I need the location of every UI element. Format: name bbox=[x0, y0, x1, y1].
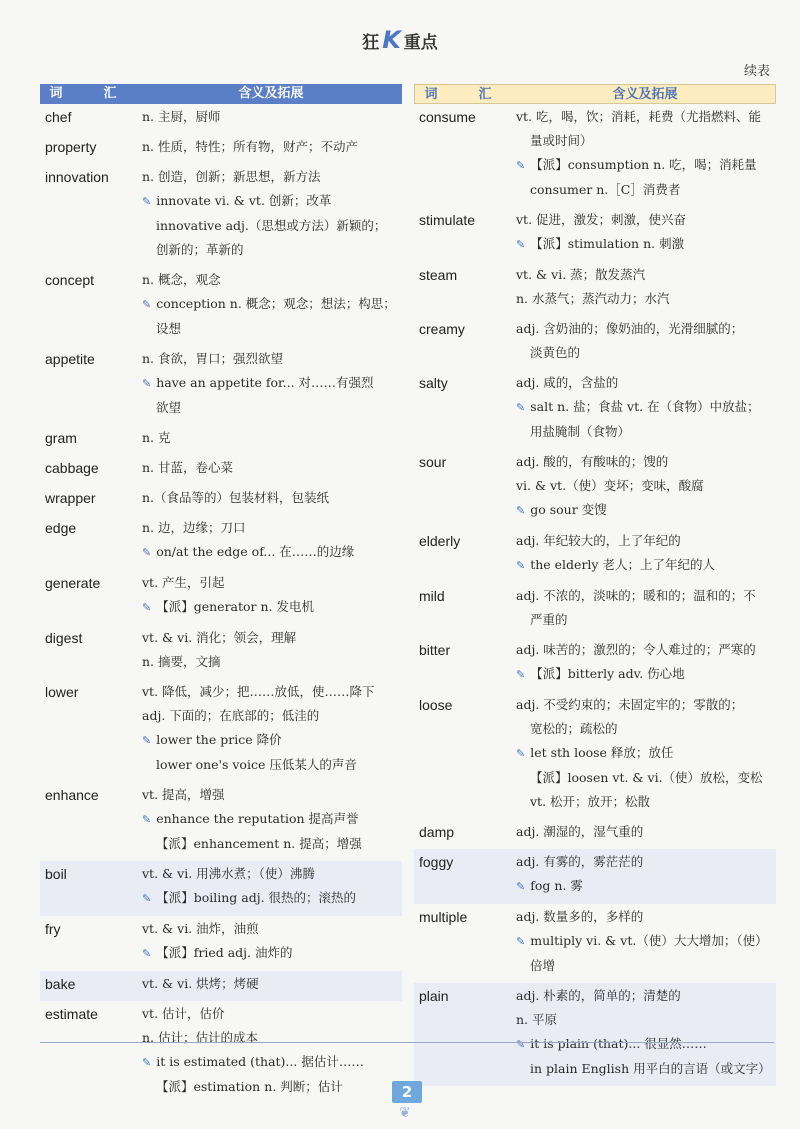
page-number: 2 bbox=[392, 1081, 422, 1103]
vocab-definitions bbox=[142, 626, 402, 674]
vocab-entry bbox=[414, 370, 776, 449]
definition-line: n. 估计；估计的成本 bbox=[142, 1030, 258, 1045]
vocab-definitions bbox=[142, 516, 402, 565]
vocab-definitions bbox=[516, 820, 776, 844]
definition-line: adj. 含奶油的；像奶油的，光滑细腻的； bbox=[516, 321, 744, 336]
vocab-word: lower bbox=[45, 684, 79, 700]
vocab-entry bbox=[40, 861, 402, 916]
extension-line: ✎ lower the price 降价 bbox=[142, 728, 402, 753]
vocab-entry bbox=[40, 455, 402, 485]
definition-line: vi. & vt.（使）变坏；变味，酸腐 bbox=[516, 478, 704, 493]
vocab-entry bbox=[414, 207, 776, 262]
definition-line: 【派】loosen vt. & vi.（使）放松，变松 bbox=[530, 770, 763, 785]
definition-line: 量或时间） bbox=[530, 133, 593, 148]
vocab-entry bbox=[414, 104, 776, 207]
vocab-word: wrapper bbox=[45, 490, 96, 506]
continued-label: 续表 bbox=[743, 64, 770, 79]
vocab-definitions bbox=[516, 371, 776, 444]
vocab-entry bbox=[414, 904, 776, 983]
extension-line: ✎ let sth loose 释放；放任 bbox=[516, 741, 776, 766]
vocab-definitions bbox=[142, 783, 402, 856]
vocab-definitions bbox=[516, 105, 776, 202]
vocab-word: cabbage bbox=[45, 460, 99, 476]
extension-line: ✎ it is plain (that)... 很显然…… bbox=[516, 1032, 776, 1057]
extension-line: ✎ 【派】fried adj. 油炸的 bbox=[142, 941, 402, 966]
extension-line: ✎ fog n. 雾 bbox=[516, 874, 776, 899]
vocab-word: salty bbox=[419, 375, 448, 391]
extension-line: ✎ it is estimated (that)... 据估计…… bbox=[142, 1050, 402, 1075]
vocab-definitions bbox=[516, 208, 776, 257]
extension-line: ✎ go sour 变馊 bbox=[516, 498, 776, 523]
vocab-word: bitter bbox=[419, 642, 451, 658]
vocab-definitions bbox=[516, 317, 776, 365]
vocab-word: loose bbox=[419, 697, 453, 713]
definition-line: vt. 松开；放开；松散 bbox=[530, 794, 651, 809]
header-k-logo: K bbox=[382, 26, 401, 54]
vocab-word: property bbox=[45, 139, 97, 155]
footer-divider bbox=[40, 1042, 774, 1043]
vocab-word: stimulate bbox=[419, 212, 476, 228]
definition-line: vt. 降低，减少；把……放低，使……降下 bbox=[142, 684, 375, 699]
vocab-word: edge bbox=[45, 520, 77, 536]
vocab-word: plain bbox=[419, 988, 449, 1004]
meaning-column-header: 含义及拓展 bbox=[612, 87, 678, 102]
definition-line: adj. 潮湿的，湿气重的 bbox=[516, 824, 644, 839]
definition-line: n. 摘要，文摘 bbox=[142, 654, 221, 669]
extension-line: ✎ have an appetite for... 对……有强烈 bbox=[142, 371, 402, 396]
vocab-word: appetite bbox=[45, 351, 95, 367]
vocab-definitions bbox=[516, 529, 776, 578]
definition-line: 宽松的；疏松的 bbox=[530, 721, 618, 736]
vocab-entry bbox=[40, 104, 402, 134]
definition-line: adj. 不受约束的；未固定牢的；零散的； bbox=[516, 697, 744, 712]
vocab-definitions bbox=[142, 268, 402, 341]
header-suffix: 重点 bbox=[403, 33, 438, 53]
vocab-word: chef bbox=[45, 109, 72, 125]
vocab-entry bbox=[40, 782, 402, 861]
vocab-definitions bbox=[516, 584, 776, 632]
vocab-entry bbox=[40, 425, 402, 455]
definition-line: 用盐腌制（食物） bbox=[530, 424, 631, 439]
definition-line: adj. 咸的，含盐的 bbox=[516, 375, 619, 390]
meaning-column-header: 含义及拓展 bbox=[238, 86, 304, 101]
extension-line: ✎ multiply vi. & vt.（使）大大增加；（使） bbox=[516, 929, 776, 954]
vocab-entry bbox=[40, 134, 402, 164]
definition-line: n. 平原 bbox=[516, 1012, 557, 1027]
vocab-entry bbox=[40, 164, 402, 267]
definition-line: n. 概念，观念 bbox=[142, 272, 221, 287]
definition-line: vt. 产生，引起 bbox=[142, 575, 225, 590]
vocab-word: sour bbox=[419, 454, 447, 470]
vocab-definitions bbox=[516, 263, 776, 311]
vocab-definitions bbox=[142, 1002, 402, 1099]
definition-line: vt. & vi. 油炸，油煎 bbox=[142, 921, 259, 936]
vocab-word: digest bbox=[45, 630, 83, 646]
vocab-entry bbox=[40, 515, 402, 570]
definition-line: adj. 下面的；在底部的；低洼的 bbox=[142, 708, 320, 723]
definition-line: adj. 数量多的，多样的 bbox=[516, 909, 644, 924]
vocab-entry bbox=[414, 528, 776, 583]
definition-line: adj. 酸的，有酸味的；馊的 bbox=[516, 454, 669, 469]
vocab-definitions bbox=[516, 905, 776, 978]
vocab-word: concept bbox=[45, 272, 95, 288]
definition-line: n. 边，边缘；刀口 bbox=[142, 520, 246, 535]
definition-line: vt. & vi. 用沸水煮；（使）沸腾 bbox=[142, 866, 315, 881]
vocab-entry bbox=[414, 637, 776, 692]
word-column-header: 词 汇 bbox=[49, 86, 131, 101]
definition-line: 设想 bbox=[156, 321, 182, 336]
definition-line: adj. 味苦的；激烈的；令人难过的；严寒的 bbox=[516, 642, 756, 657]
definition-line: n. 水蒸气；蒸汽动力；水汽 bbox=[516, 291, 670, 306]
definition-line: 欲望 bbox=[156, 400, 182, 415]
right-table-header bbox=[414, 84, 776, 104]
vocab-definitions bbox=[142, 426, 402, 450]
vocab-entry bbox=[40, 971, 402, 1001]
vocab-word: consume bbox=[419, 109, 476, 125]
page-header bbox=[0, 26, 800, 54]
vocab-entry bbox=[40, 570, 402, 625]
vocab-word: generate bbox=[45, 575, 101, 591]
vocab-entry bbox=[414, 449, 776, 528]
vocab-word: mild bbox=[419, 588, 445, 604]
vocab-entry bbox=[40, 1001, 402, 1104]
extension-line: ✎ innovate vi. & vt. 创新；改革 bbox=[142, 189, 402, 214]
definition-line: 倍增 bbox=[530, 958, 556, 973]
definition-line: adj. 年纪较大的，上了年纪的 bbox=[516, 533, 681, 548]
vocab-definitions bbox=[516, 850, 776, 899]
definition-line: vt. & vi. 烘烤；烤硬 bbox=[142, 976, 259, 991]
vocab-word: bake bbox=[45, 976, 76, 992]
definition-line: vt. 提高，增强 bbox=[142, 787, 225, 802]
definition-line: in plain English 用平白的言语（或文字） bbox=[530, 1061, 771, 1076]
vocab-entry bbox=[414, 262, 776, 316]
definition-line: n. 食欲，胃口；强烈欲望 bbox=[142, 351, 283, 366]
extension-line: ✎ the elderly 老人；上了年纪的人 bbox=[516, 553, 776, 578]
leaf-decoration-icon: ❦ bbox=[399, 1105, 411, 1121]
vocab-definitions bbox=[142, 165, 402, 262]
left-table-body bbox=[40, 104, 402, 1104]
vocab-definitions bbox=[142, 862, 402, 911]
vocab-entry bbox=[414, 583, 776, 637]
vocab-entry bbox=[414, 316, 776, 370]
left-vocab-table bbox=[40, 84, 402, 1104]
vocab-definitions bbox=[516, 693, 776, 814]
left-table-header bbox=[40, 84, 402, 104]
vocab-definitions bbox=[142, 486, 402, 510]
vocab-definitions bbox=[142, 571, 402, 620]
vocab-definitions bbox=[142, 456, 402, 480]
vocab-entry bbox=[40, 916, 402, 971]
vocab-definitions bbox=[516, 638, 776, 687]
vocab-definitions bbox=[142, 972, 402, 996]
definition-line: lower one's voice 压低某人的声音 bbox=[156, 757, 357, 772]
definition-line: consumer n.［C］消费者 bbox=[530, 182, 681, 197]
vocab-definitions bbox=[142, 105, 402, 129]
definition-line: n. 创造，创新；新思想，新方法 bbox=[142, 169, 321, 184]
vocab-word: estimate bbox=[45, 1006, 98, 1022]
vocab-entry bbox=[40, 679, 402, 782]
vocab-word: fry bbox=[45, 921, 61, 937]
vocab-word: gram bbox=[45, 430, 77, 446]
vocab-entry bbox=[40, 625, 402, 679]
vocab-entry bbox=[414, 849, 776, 904]
vocab-word: innovation bbox=[45, 169, 109, 185]
definition-line: 【派】estimation n. 判断；估计 bbox=[156, 1079, 343, 1094]
vocab-word: creamy bbox=[419, 321, 465, 337]
vocab-entry bbox=[40, 346, 402, 425]
extension-line: ✎ 【派】bitterly adv. 伤心地 bbox=[516, 662, 776, 687]
definition-line: vt. 估计，估价 bbox=[142, 1006, 225, 1021]
extension-line: ✎ 【派】generator n. 发电机 bbox=[142, 595, 402, 620]
vocab-word: multiple bbox=[419, 909, 468, 925]
definition-line: n. 主厨，厨师 bbox=[142, 109, 221, 124]
extension-line: ✎ conception n. 概念；观念；想法；构思； bbox=[142, 292, 402, 317]
definition-line: 淡黄色的 bbox=[530, 345, 581, 360]
definition-line: n.（食品等的）包装材料，包装纸 bbox=[142, 490, 330, 505]
extension-line: ✎ salt n. 盐；食盐 vt. 在（食物）中放盐； bbox=[516, 395, 776, 420]
definition-line: n. 甘蓝，卷心菜 bbox=[142, 460, 233, 475]
vocab-entry bbox=[40, 485, 402, 515]
definition-line: vt. & vi. 消化；领会，理解 bbox=[142, 630, 297, 645]
vocab-word: elderly bbox=[419, 533, 461, 549]
header-prefix: 狂 bbox=[362, 33, 380, 53]
vocab-entry bbox=[414, 692, 776, 819]
definition-line: vt. 吃，喝，饮；消耗，耗费（尤指燃料、能 bbox=[516, 109, 762, 124]
extension-line: ✎ 【派】consumption n. 吃，喝；消耗量 bbox=[516, 153, 776, 178]
vocab-entry bbox=[414, 819, 776, 849]
vocab-word: boil bbox=[45, 866, 67, 882]
vocab-entry bbox=[414, 983, 776, 1086]
definition-line: adj. 不浓的，淡味的；暖和的；温和的；不 bbox=[516, 588, 756, 603]
definition-line: adj. 有雾的，雾茫茫的 bbox=[516, 854, 644, 869]
vocab-word: steam bbox=[419, 267, 458, 283]
vocab-entry bbox=[40, 267, 402, 346]
right-vocab-table bbox=[414, 84, 776, 1086]
definition-line: vt. & vi. 蒸；散发蒸汽 bbox=[516, 267, 646, 282]
vocab-word: damp bbox=[419, 824, 455, 840]
vocab-word: foggy bbox=[419, 854, 454, 870]
vocab-definitions bbox=[142, 347, 402, 420]
word-column-header: 词 汇 bbox=[424, 87, 506, 102]
definition-line: vt. 促进，激发；刺激，使兴奋 bbox=[516, 212, 687, 227]
vocab-definitions bbox=[516, 984, 776, 1081]
definition-line: n. 性质，特性；所有物，财产；不动产 bbox=[142, 139, 358, 154]
definition-line: n. 克 bbox=[142, 430, 171, 445]
vocab-definitions bbox=[142, 917, 402, 966]
vocab-definitions bbox=[142, 135, 402, 159]
extension-line: ✎ on/at the edge of... 在……的边缘 bbox=[142, 540, 402, 565]
vocab-word: enhance bbox=[45, 787, 99, 803]
extension-line: ✎ enhance the reputation 提高声誉 bbox=[142, 807, 402, 832]
definition-line: 【派】enhancement n. 提高；增强 bbox=[156, 836, 362, 851]
definition-line: 严重的 bbox=[530, 612, 568, 627]
right-table-body bbox=[414, 104, 776, 1086]
extension-line: ✎ 【派】boiling adj. 很热的；滚热的 bbox=[142, 886, 402, 911]
definition-line: innovative adj.（思想或方法）新颖的； bbox=[156, 218, 387, 233]
definition-line: adj. 朴素的，简单的；清楚的 bbox=[516, 988, 681, 1003]
vocab-definitions bbox=[142, 680, 402, 777]
vocab-definitions bbox=[516, 450, 776, 523]
definition-line: 创新的；革新的 bbox=[156, 242, 244, 257]
extension-line: ✎ 【派】stimulation n. 刺激 bbox=[516, 232, 776, 257]
